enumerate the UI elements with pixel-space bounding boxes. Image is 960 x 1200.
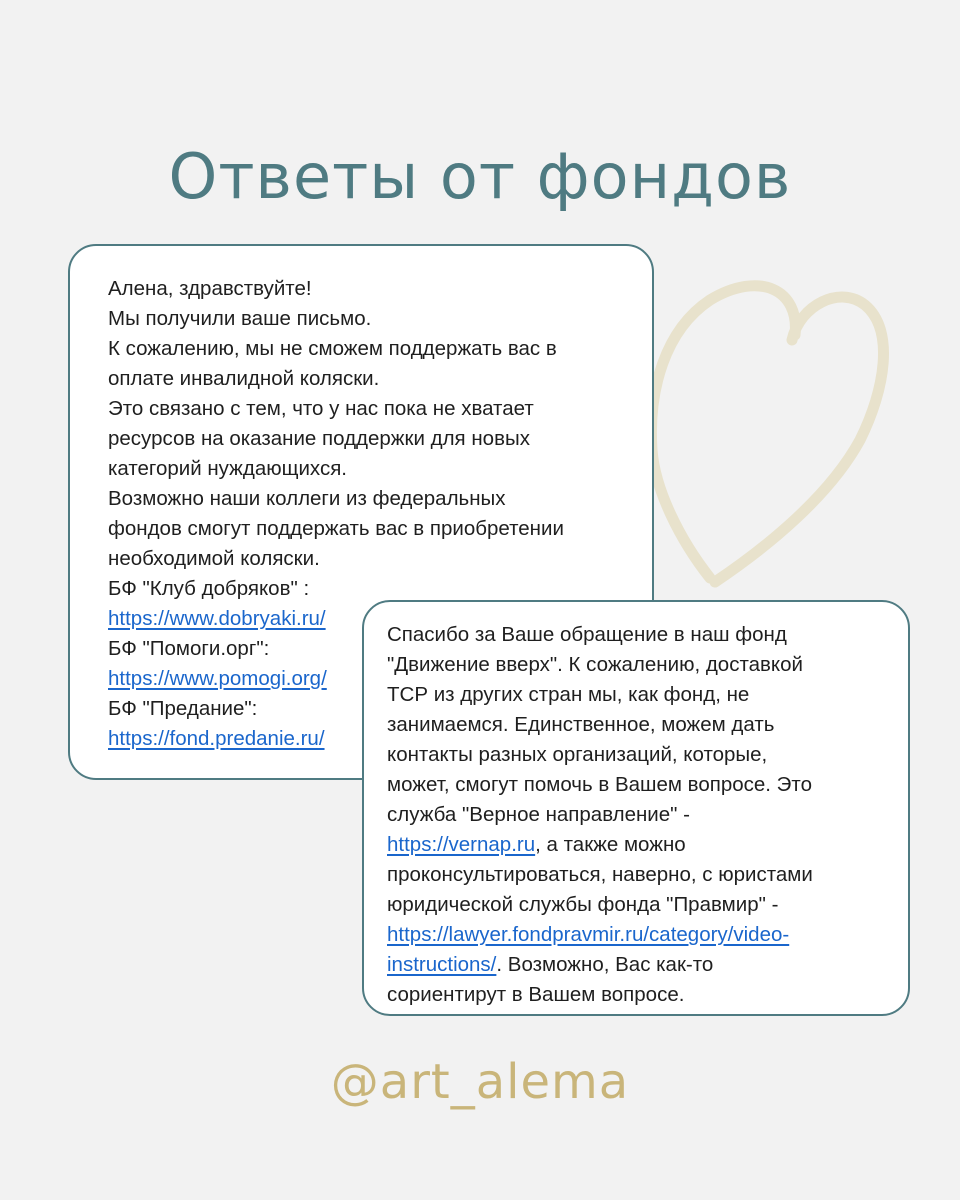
letter-2-line: Спасибо за Ваше обращение в наш фонд	[387, 623, 787, 646]
fund-name-pomogi: БФ "Помоги.орг":	[108, 637, 270, 660]
fund-name-predanie: БФ "Предание":	[108, 697, 258, 720]
letter-2-line: служба "Верное направление" -	[387, 803, 690, 826]
letter-2-line: юридической службы фонда "Правмир" -	[387, 893, 779, 916]
letter-1-line: категорий нуждающихся.	[108, 457, 347, 480]
page-title: Ответы от фондов	[168, 140, 792, 213]
letter-1-line: Мы получили ваше письмо.	[108, 307, 372, 330]
letter-2-line: проконсультироваться, наверно, с юристами	[387, 863, 813, 886]
letter-2-text: . Возможно, Вас как-то	[496, 953, 714, 976]
author-handle[interactable]: @art_alema	[330, 1054, 630, 1110]
letter-1-line: Это связано с тем, что у нас пока не хватает	[108, 397, 534, 420]
letter-1-line: ресурсов на оказание поддержки для новых	[108, 427, 530, 450]
letter-2-line: ТСР из других стран мы, как фонд, не	[387, 683, 750, 706]
link-pomogi[interactable]: https://www.pomogi.org/	[108, 667, 327, 690]
link-pravmir[interactable]: https://lawyer.fondpravmir.ru/category/video-	[387, 923, 790, 946]
letter-2-line: может, смогут помочь в Вашем вопросе. Это	[387, 773, 812, 796]
letter-card-2	[362, 600, 910, 1016]
letter-1-line: К сожалению, мы не сможем поддержать вас в	[108, 337, 557, 360]
letter-1-line: необходимой коляски.	[108, 547, 320, 570]
letter-1-greeting: Алена, здравствуйте!	[108, 277, 312, 300]
link-vernap[interactable]: https://vernap.ru	[387, 833, 536, 856]
letter-1-line: Возможно наши коллеги из федеральных	[108, 487, 506, 510]
letter-2-line: сориентирут в Вашем вопросе.	[387, 983, 685, 1006]
letter-2-text: , а также можно	[535, 833, 686, 856]
link-dobryaki[interactable]: https://www.dobryaki.ru/	[108, 607, 326, 630]
letter-1-line: оплате инвалидной коляски.	[108, 367, 380, 390]
letter-2-line: занимаемся. Единственное, можем дать	[387, 713, 775, 736]
link-predanie[interactable]: https://fond.predanie.ru/	[108, 727, 325, 750]
fund-name-dobryaki: БФ "Клуб добряков" :	[108, 577, 310, 600]
link-pravmir-continued[interactable]: instructions/	[387, 953, 497, 976]
letter-2-line: "Движение вверх". К сожалению, доставкой	[387, 653, 803, 676]
letter-1-line: фондов смогут поддержать вас в приобретении	[108, 517, 564, 540]
letter-2-line: контакты разных организаций, которые,	[387, 743, 768, 766]
